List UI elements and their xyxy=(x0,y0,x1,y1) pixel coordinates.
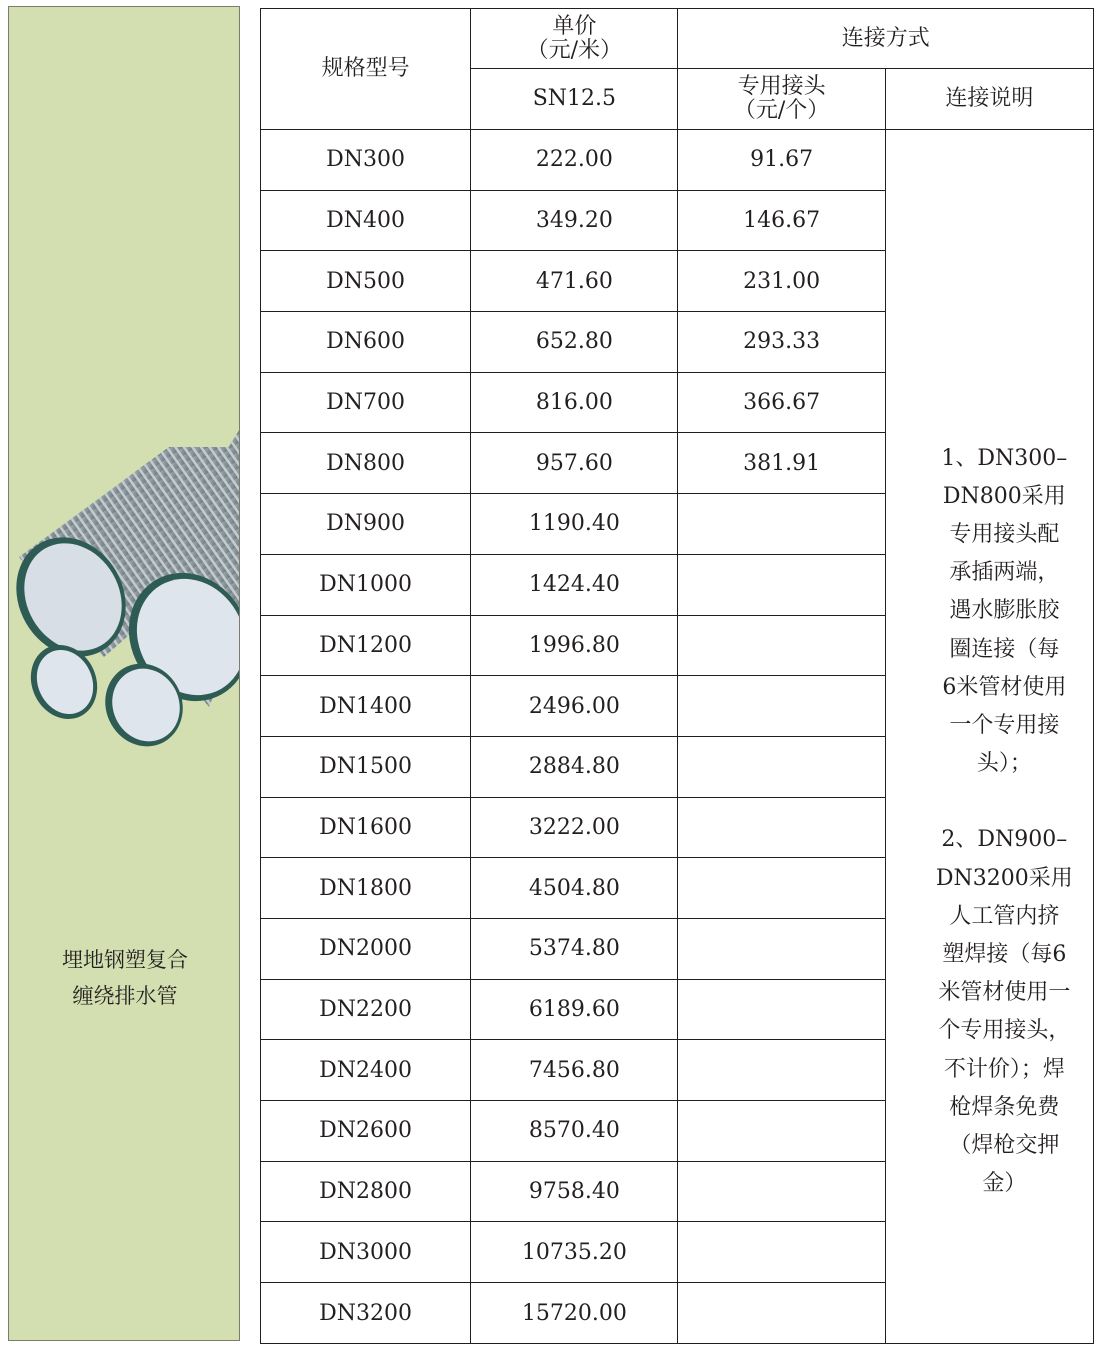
joint-price-cell: 231.00 xyxy=(678,251,885,312)
spec-cell: DN2000 xyxy=(261,918,471,979)
spec-cell: DN400 xyxy=(261,190,471,251)
joint-price-cell xyxy=(678,494,885,555)
price-cell: 15720.00 xyxy=(471,1283,678,1344)
spec-cell: DN1400 xyxy=(261,676,471,737)
header-unit-price-title: 单价 xyxy=(552,13,597,39)
spec-cell: DN1800 xyxy=(261,858,471,919)
joint-price-cell: 381.91 xyxy=(678,433,885,494)
spec-cell: DN2400 xyxy=(261,1040,471,1101)
price-cell: 8570.40 xyxy=(471,1101,678,1162)
header-stiffness-class: SN12.5 xyxy=(471,69,678,130)
header-unit-price xyxy=(471,9,678,69)
joint-price-cell xyxy=(678,1161,885,1222)
spec-cell: DN1500 xyxy=(261,736,471,797)
price-cell: 5374.80 xyxy=(471,918,678,979)
joint-price-cell xyxy=(678,1101,885,1162)
joint-price-cell xyxy=(678,736,885,797)
spec-cell: DN1200 xyxy=(261,615,471,676)
joint-price-cell xyxy=(678,554,885,615)
product-name-line-2: 缠绕排水管 xyxy=(72,984,178,1008)
product-side-panel xyxy=(8,6,240,1341)
header-spec: 规格型号 xyxy=(261,9,471,130)
price-cell: 816.00 xyxy=(471,372,678,433)
spec-cell: DN700 xyxy=(261,372,471,433)
header-unit-price-unit: （元/米） xyxy=(526,37,623,63)
price-cell: 652.80 xyxy=(471,312,678,373)
joint-price-cell xyxy=(678,918,885,979)
header-connection-note: 连接说明 xyxy=(885,69,1093,130)
joint-price-cell: 293.33 xyxy=(678,312,885,373)
joint-price-cell xyxy=(678,1040,885,1101)
connection-note-2: 2、DN900– DN3200采用 人工管内挤 塑焊接（每6 米管材使用一 个专用接头， 不计价）；焊 枪焊条免费 （焊枪交押 金） xyxy=(935,827,1073,1197)
connection-note-cell xyxy=(885,130,1093,1344)
price-cell: 222.00 xyxy=(471,130,678,191)
spec-cell: DN2600 xyxy=(261,1101,471,1162)
price-cell: 349.20 xyxy=(471,190,678,251)
price-cell: 957.60 xyxy=(471,433,678,494)
joint-price-cell xyxy=(678,979,885,1040)
price-cell: 2496.00 xyxy=(471,676,678,737)
joint-price-cell xyxy=(678,1283,885,1344)
spec-cell: DN300 xyxy=(261,130,471,191)
price-cell: 7456.80 xyxy=(471,1040,678,1101)
price-cell: 1996.80 xyxy=(471,615,678,676)
price-table xyxy=(260,8,1094,1344)
spec-cell: DN3200 xyxy=(261,1283,471,1344)
header-connection: 连接方式 xyxy=(678,9,1094,69)
price-cell: 4504.80 xyxy=(471,858,678,919)
spec-cell: DN600 xyxy=(261,312,471,373)
connection-note-1: 1、DN300– DN800采用 专用接头配 承插两端， 遇水膨胀胶 圈连接（每 6米管材使用 一个专用接 头）； xyxy=(941,445,1068,777)
header-joint-title: 专用接头 xyxy=(737,74,826,99)
joint-price-cell xyxy=(678,615,885,676)
price-cell: 10735.20 xyxy=(471,1222,678,1283)
joint-price-cell xyxy=(678,858,885,919)
pipe-product-image xyxy=(9,407,240,752)
joint-price-cell: 366.67 xyxy=(678,372,885,433)
table-row xyxy=(261,130,1094,191)
product-name-line-1: 埋地钢塑复合 xyxy=(62,948,188,972)
price-cell: 2884.80 xyxy=(471,736,678,797)
joint-price-cell xyxy=(678,797,885,858)
joint-price-cell: 91.67 xyxy=(678,130,885,191)
spec-cell: DN1000 xyxy=(261,554,471,615)
spec-cell: DN2800 xyxy=(261,1161,471,1222)
spec-cell: DN2200 xyxy=(261,979,471,1040)
header-joint-price xyxy=(678,69,885,130)
joint-price-cell xyxy=(678,1222,885,1283)
joint-price-cell: 146.67 xyxy=(678,190,885,251)
price-cell: 471.60 xyxy=(471,251,678,312)
spec-cell: DN500 xyxy=(261,251,471,312)
price-cell: 9758.40 xyxy=(471,1161,678,1222)
product-name xyxy=(9,942,240,1014)
spec-cell: DN1600 xyxy=(261,797,471,858)
spec-cell: DN900 xyxy=(261,494,471,555)
joint-price-cell xyxy=(678,676,885,737)
table-body xyxy=(261,130,1094,1344)
spec-cell: DN800 xyxy=(261,433,471,494)
price-cell: 3222.00 xyxy=(471,797,678,858)
header-joint-unit: （元/个） xyxy=(733,98,830,123)
price-cell: 1190.40 xyxy=(471,494,678,555)
price-cell: 1424.40 xyxy=(471,554,678,615)
price-cell: 6189.60 xyxy=(471,979,678,1040)
spec-cell: DN3000 xyxy=(261,1222,471,1283)
